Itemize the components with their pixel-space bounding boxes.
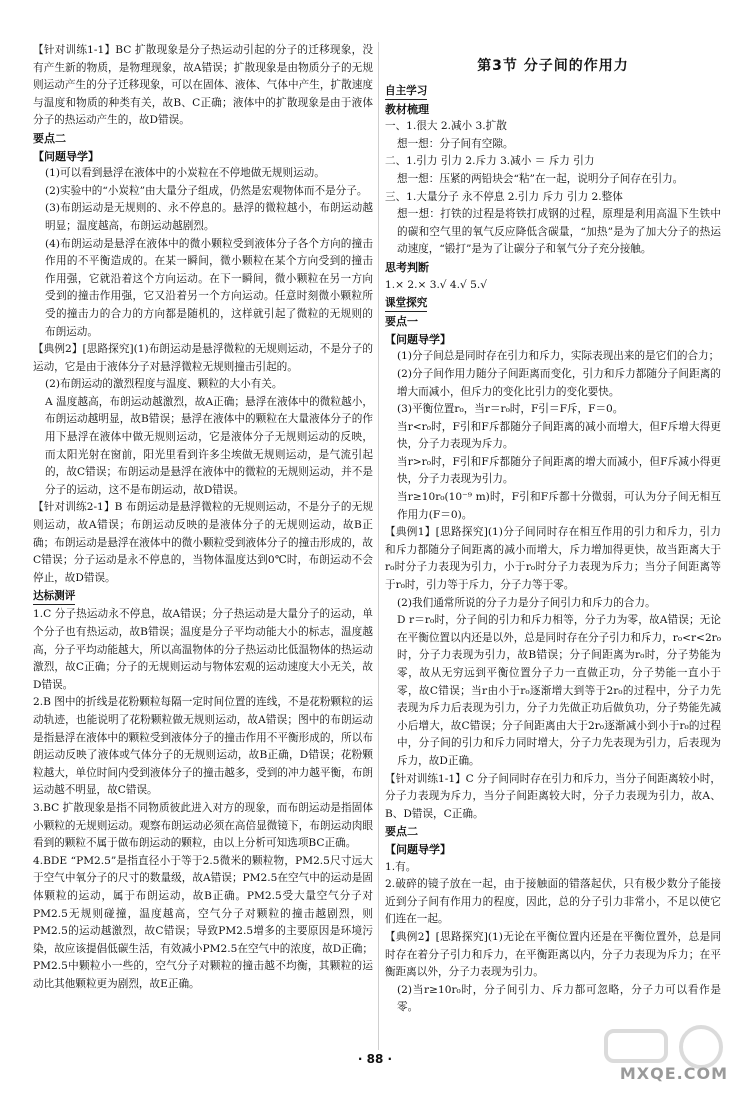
paragraph-indented: (1)分子间总是同时存在引力和斥力，实际表现出来的是它们的合力； bbox=[397, 350, 720, 363]
paragraph-indented: (2)布朗运动的激烈程度与温度、颗粒的大小有关。 bbox=[45, 378, 283, 391]
paragraph-indented: 当r≥10r₀(10⁻⁹ m)时，F引和F斥都十分微弱，可认为分子间无相互作用力(F＝0)。 bbox=[397, 491, 721, 521]
column-divider bbox=[378, 42, 379, 1050]
paragraph-indented: A 温度越高，布朗运动越激烈，故A正确；悬浮在液体中的微粒越小，布朗运动越明显，故B错误；悬浮在液体中的颗粒在大量液体分子的作用下悬浮在液体中做无规则运动，它是液体分子无规则运动的反映，而太阳光射在窗前，阳光里看到许多尘埃做无规则运动，是气流引起的，故C错误；布朗运动是悬浮在液体中的微粒的无规则运动，并不是分子的运动，这不是布朗运动，故D错误。 bbox=[45, 395, 373, 496]
paragraph-indented: (4)布朗运动是悬浮在液体中的微小颗粒受到液体分子各个方向的撞击作用的不平衡造成的。在某一瞬间，微小颗粒在某个方向受到的撞击作用强，它就沿着这个方向运动。在下一瞬间，微小颗粒在另一方向受到的撞击作用强，它又沿着另一个方向运动。任意时刻微小颗粒所受的撞击力的合力的方向都是随机的，这样就引起了微粒的无规则的布朗运动。 bbox=[45, 237, 373, 338]
paragraph: 3.BC 扩散现象是指不同物质彼此进入对方的现象，而布朗运动是指固体小颗粒的无规则运动。观察布朗运动必须在高倍显微镜下，布朗运动肉眼看到的颗粒不属于做布朗运动的颗粒，由以上分析可知选项BC正确。 bbox=[33, 801, 373, 850]
paragraph: 2.B 图中的折线是花粉颗粒每隔一定时间位置的连线，不是花粉颗粒的运动轨迹，也能说明了花粉颗粒做无规则运动，故A错误；图中的布朗运动是指悬浮在液体中的颗粒受到液体分子的撞击作用不平衡形成的，所以布朗运动反映了液体或气体分子的无规则运动，故B正确，D错误；花粉颗粒越大，单位时间内受到液体分子的撞击越多，受到的冲力越平衡，布朗运动越不明显，故C错误。 bbox=[33, 696, 373, 797]
paragraph: 【典例1】[思路探究](1)分子间同时存在相互作用的引力和斥力，引力和斥力都随分子间距离的减小而增大，斥力增加得更快，故当距离大于r₀时分子力表现为引力，小于r₀时分子力表现为斥力；当分子间距离等于r₀时，引力等于斥力，分子力等于零。 bbox=[385, 526, 721, 592]
paragraph-indented: D r＝r₀时，分子间的引力和斥力相等，分子力为零，故A错误；无论在平衡位置以内还是以外，总是同时存在分子引力和斥力，r₀<r<2r₀时，分子力表现为引力，故B错误；分子间距离为r₀时，分子势能为零，故从无穷远到平衡位置分子力一直做正功，分子势能一直小于零，故C错误；当r由小于r₀逐渐增大到等于2r₀的过程中，分子力先表现为斥力后表现为引力，分子力先做正功后做负功，分子势能先减小后增大，故C错误；分子间距离由大于2r₀逐渐减小到小于r₀的过程中，分子间的引力和斥力同时增大，分子力先表现为引力，后表现为斥力，故D正确。 bbox=[397, 614, 721, 767]
paragraph-indented: (1)可以看到悬浮在液体中的小炭粒在不停地做无规则运动。 bbox=[45, 167, 325, 180]
paragraph-indented: 想一想：压紧的两铅块会“粘”在一起，说明分子间存在引力。 bbox=[397, 172, 684, 185]
section-tag-row bbox=[385, 294, 721, 313]
section-tag-row bbox=[33, 587, 373, 606]
paragraph-indented: (2)实验中的“小炭粒”由大量分子组成，仍然是宏观物体而不是分子。 bbox=[45, 184, 368, 197]
paragraph: 4.BDE “PM2.5”是指直径小于等于2.5微米的颗粒物，PM2.5尺寸远大于空气中氧分子的尺寸的数量级，故A错误；PM2.5在空气中的运动是固体颗粒的运动，属于布朗运动，故B正确。PM2.5受大量空气分子对PM2.5无规则碰撞，温度越高，空气分子对颗粒的撞击越剧烈，则PM2.5的运动越激烈，故C错误；导致PM2.5增多的主要原因是环境污染，故应该提倡低碳生活，有效减小PM2.5在空气中的浓度，故D正确；PM2.5中颗粒小一些的，空气分子对颗粒的撞击越不均衡，其颗粒的运动比其他颗粒更为剧烈，故E正确。 bbox=[33, 854, 373, 990]
paragraph: 【典例2】[思路探究](1)布朗运动是悬浮微粒的无规则运动，不是分子的运动，它是由于液体分子对悬浮微粒无规则撞击引起的。 bbox=[33, 343, 373, 373]
left-column bbox=[33, 42, 373, 993]
subheading: 【问题导学】 bbox=[385, 842, 451, 856]
paragraph-indented: 想一想：打铁的过程是将铁打成钢的过程，原理是利用高温下生铁中的碳和空气里的氧气反应降低含碳量，“加热”是为了加大分子的热运动速度，“锻打”是为了让碳分子和氧气分子充分接触。 bbox=[397, 208, 721, 256]
paragraph-indented: (3)布朗运动是无规则的、永不停息的。悬浮的微粒越小，布朗运动越明显；温度越高，布朗运动越剧烈。 bbox=[45, 202, 373, 232]
paragraph-indented: (2)分子间作用力随分子间距离而变化，引力和斥力都随分子间距离的增大而减小，但斥力的变化比引力的变化要快。 bbox=[397, 367, 721, 398]
subheading: 要点二 bbox=[33, 131, 66, 145]
paragraph: 1.C 分子热运动永不停息，故A错误；分子热运动是大量分子的运动，单个分子也有热运动，故B错误；温度是分子平均动能大小的标志，温度越高，分子平均动能越大，所以高温物体的分子热运动比低温物体的热运动激烈，故C正确；分子的无规则运动与物体宏观的运动速度大小无关，故D错误。 bbox=[33, 608, 373, 691]
paragraph-indented: (2)我们通常所说的分子力是分子间引力和斥力的合力。 bbox=[397, 596, 656, 609]
paragraph: 【针对训练1-1】C 分子间同时存在引力和斥力，当分子间距离较小时，分子力表现为斥力，当分子间距离较大时，分子力表现为引力，故A、B、D错误，C正确。 bbox=[385, 772, 721, 820]
subheading: 要点一 bbox=[385, 315, 418, 329]
subheading: 思考判断 bbox=[385, 260, 429, 274]
paragraph: 1.有。 bbox=[385, 860, 417, 873]
paragraph-indented: 想一想：分子间有空隙。 bbox=[397, 137, 514, 150]
section-tag: 自主学习 bbox=[385, 83, 427, 100]
paragraph-indented: 当r<r₀时，F引和F斥都随分子间距离的减小而增大，但F斥增大得更快，分子力表现为斥力。 bbox=[397, 420, 721, 451]
paragraph: 1.× 2.× 3.√ 4.√ 5.√ bbox=[385, 278, 488, 291]
paragraph: 【针对训练1-1】BC 扩散现象是分子热运动引起的分子的迁移现象，没有产生新的物质，是物理现象，故A错误；扩散现象是由物质分子的无规则运动产生的分子迁移现象，可以在固体、液体、气体中产生，扩散速度与温度和物质的种类有关，故B、C正确；液体中的扩散现象是由于液体分子的热运动产生的，故D错误。 bbox=[33, 44, 373, 127]
paragraph: 2.破碎的镜子放在一起，由于接触面的错落起伏，只有极少数分子能接近到分子间有作用力的程度，因此，总的分子引力非常小，不足以使它们连在一起。 bbox=[385, 878, 721, 926]
paragraph: 三、1.大量分子 永不停息 2.引力 斥力 引力 2.整体 bbox=[385, 190, 623, 203]
section-title: 第3节 分子间的作用力 bbox=[477, 58, 629, 74]
paragraph-indented: (2)当r≥10r₀时，分子间引力、斥力都可忽略，分子力可以看作是零。 bbox=[397, 983, 721, 1014]
section-tag-row bbox=[385, 82, 721, 101]
subheading: 【问题导学】 bbox=[33, 149, 99, 163]
watermark-text: MXQE.COM bbox=[619, 1064, 728, 1083]
paragraph: 【典例2】[思路探究](1)无论在平衡位置内还是在平衡位置外，总是同时存在着分子引力和斥力，在平衡距离以内，分子力表现为斥力；在平衡距离以外，分子力表现为引力。 bbox=[385, 930, 721, 979]
section-tag: 达标测评 bbox=[33, 588, 75, 605]
paragraph: 一、1.很大 2.减小 3.扩散 bbox=[385, 120, 507, 133]
subheading: 要点二 bbox=[385, 825, 418, 839]
subheading: 教材梳理 bbox=[385, 102, 429, 116]
paragraph: 二、1.引力 引力 2.斥力 3.减小 ＝ 斥力 引力 bbox=[385, 155, 595, 168]
paragraph-indented: (3)平衡位置r₀，当r＝r₀时，F引＝F斥，F＝0。 bbox=[397, 403, 624, 416]
section-tag: 课堂探究 bbox=[385, 295, 427, 312]
subheading: 【问题导学】 bbox=[385, 332, 451, 346]
page-number: · 88 · bbox=[357, 1052, 393, 1066]
right-column bbox=[385, 42, 721, 1017]
paragraph: 【针对训练2-1】B 布朗运动是悬浮微粒的无规则运动，不是分子的无规则运动，故A错误；布朗运动反映的是液体分子的无规则运动，故B正确；布朗运动是悬浮在液体中的微小颗粒受到液体分子的撞击形成的，故C错误；分子运动是永不停息的，当物体温度达到0℃时，布朗运动不会停止，故D错误。 bbox=[33, 501, 373, 584]
paragraph-indented: 当r>r₀时，F引和F斥都随分子间距离的增大而减小，但F斥减小得更快，分子力表现为引力。 bbox=[397, 455, 721, 486]
